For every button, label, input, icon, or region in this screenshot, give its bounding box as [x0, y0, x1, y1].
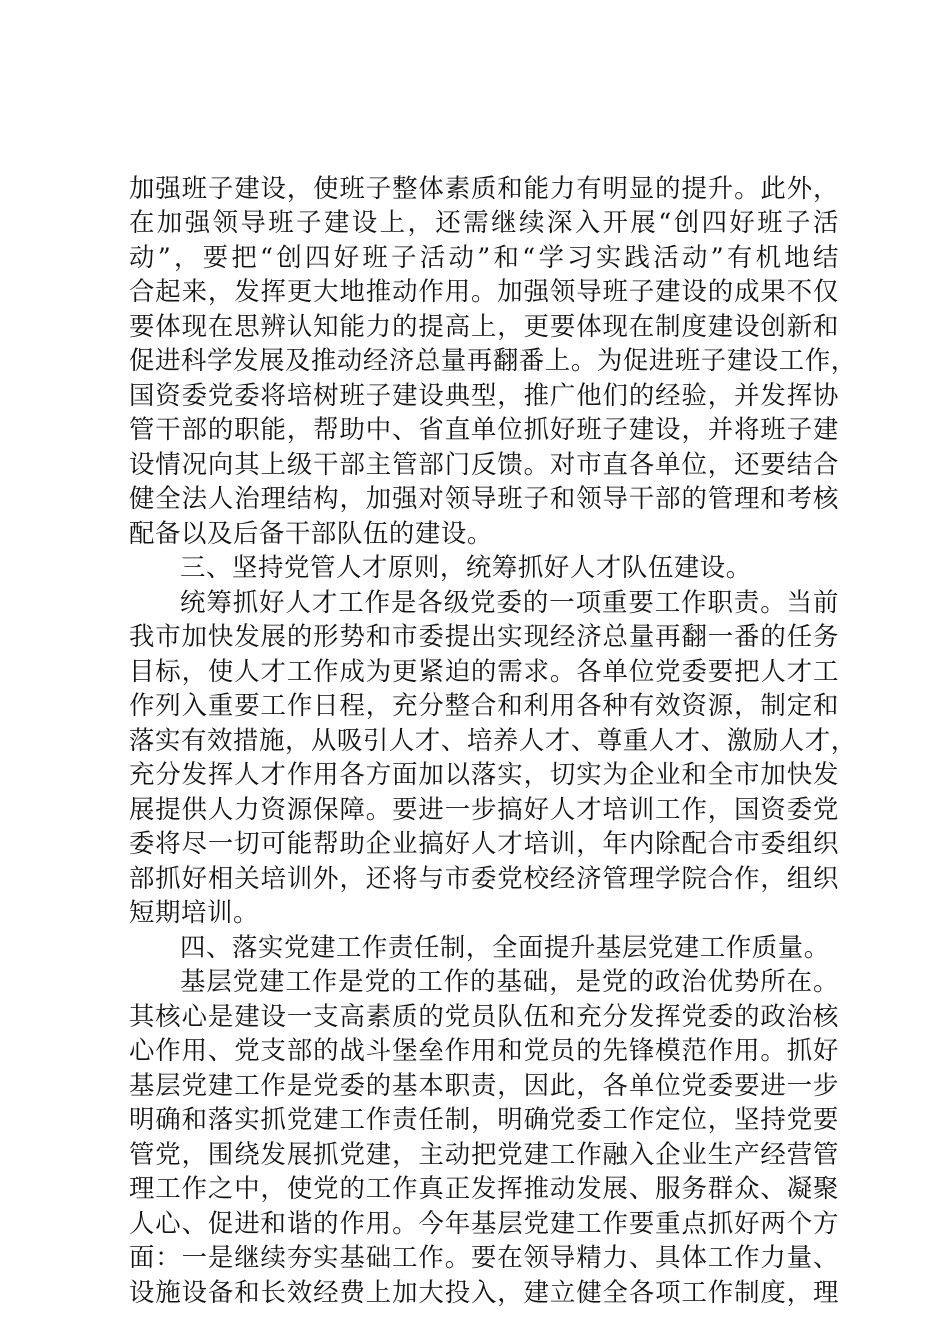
text-line: 管干部的职能，帮助中、省直单位抓好班子建设，并将班子建 — [129, 414, 839, 444]
text-line: 促进科学发展及推动经济总量再翻番上。为促进班子建设工作， — [129, 345, 857, 375]
text-line: 面：一是继续夯实基础工作。要在领导精力、具体工作力量、 — [129, 1242, 839, 1272]
section-heading: 四、落实党建工作责任制，全面提升基层党建工作质量。 — [180, 932, 830, 962]
text-line: 部抓好相关培训外，还将与市委党校经济管理学院合作，组织 — [129, 863, 839, 893]
text-line: 落实有效措施，从吸引人才、培养人才、尊重人才、激励人才， — [129, 725, 857, 755]
text-line: 委将尽一切可能帮助企业搞好人才培训，年内除配合市委组织 — [129, 828, 839, 858]
text-line: 管党，围绕发展抓党建，主动把党建工作融入企业生产经营管 — [129, 1139, 839, 1169]
text-line: 设施设备和长效经费上加大投入，建立健全各项工作制度，理 — [129, 1277, 839, 1307]
text-line: 基层党建工作是党委的基本职责，因此，各单位党委要进一步 — [129, 1070, 839, 1100]
text-line: 展提供人力资源保障。要进一步搞好人才培训工作，国资委党 — [129, 794, 839, 824]
text-line: 要体现在思辨认知能力的提高上，更要体现在制度建设创新和 — [129, 311, 839, 341]
text-line: 国资委党委将培树班子建设典型，推广他们的经验，并发挥协 — [129, 380, 839, 410]
text-line: 加强班子建设，使班子整体素质和能力有明显的提升。此外， — [129, 173, 839, 203]
text-line: 理工作之中，使党的工作真正发挥推动发展、服务群众、凝聚 — [129, 1173, 839, 1203]
text-line: 心作用、党支部的战斗堡垒作用和党员的先锋模范作用。抓好 — [129, 1035, 839, 1065]
text-line: 动”，要把“创四好班子活动”和“学习实践活动”有机地结 — [129, 242, 839, 272]
text-line: 其核心是建设一支高素质的党员队伍和充分发挥党委的政治核 — [129, 1001, 839, 1031]
text-line: 我市加快发展的形势和市委提出实现经济总量再翻一番的任务 — [129, 621, 839, 651]
text-line: 人心、促进和谐的作用。今年基层党建工作要重点抓好两个方 — [129, 1208, 839, 1238]
text-line: 统筹抓好人才工作是各级党委的一项重要工作职责。当前 — [180, 587, 839, 617]
text-line: 合起来，发挥更大地推动作用。加强领导班子建设的成果不仅 — [129, 276, 839, 306]
text-line: 在加强领导班子建设上，还需继续深入开展“创四好班子活 — [129, 207, 839, 237]
text-line: 目标，使人才工作成为更紧迫的需求。各单位党委要把人才工 — [129, 656, 839, 686]
text-line: 基层党建工作是党的工作的基础，是党的政治优势所在。 — [180, 966, 839, 996]
text-line: 配备以及后备干部队伍的建设。 — [129, 518, 493, 548]
text-line: 短期培训。 — [129, 897, 259, 927]
section-heading: 三、坚持党管人才原则，统筹抓好人才队伍建设。 — [180, 552, 752, 582]
text-line: 充分发挥人才作用各方面加以落实，切实为企业和全市加快发 — [129, 759, 839, 789]
text-line: 设情况向其上级干部主管部门反馈。对市直各单位，还要结合 — [129, 449, 839, 479]
text-line: 作列入重要工作日程，充分整合和利用各种有效资源，制定和 — [129, 690, 839, 720]
text-line: 健全法人治理结构，加强对领导班子和领导干部的管理和考核 — [129, 483, 839, 513]
text-line: 明确和落实抓党建工作责任制，明确党委工作定位，坚持党要 — [129, 1104, 839, 1134]
